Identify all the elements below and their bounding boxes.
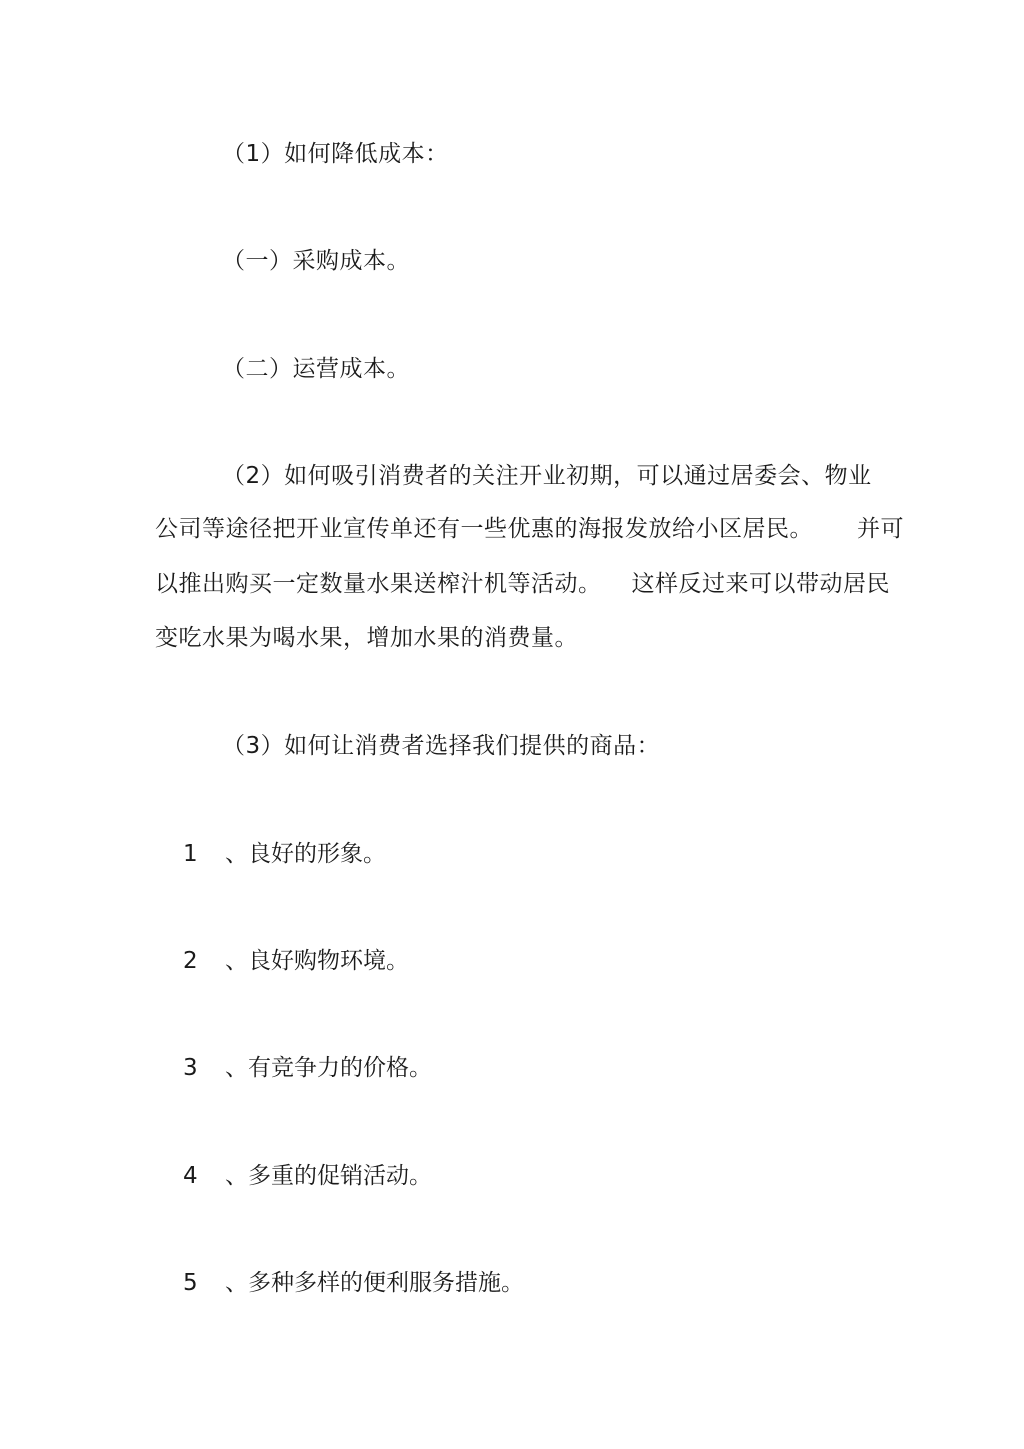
section-1-heading: （1）如何降低成本： (222, 141, 449, 167)
list-item-text: 、良好的形象。 (225, 841, 386, 867)
list-item (183, 839, 386, 869)
list-item-number: 2 (183, 948, 198, 974)
section-2-line-3-part-a: 以推出购买一定数量水果送榨汁机等活动。 (155, 571, 602, 597)
list-item (183, 946, 409, 976)
section-3-heading: （3）如何让消费者选择我们提供的商品： (222, 733, 661, 759)
section-2-paragraph-line-1: （2）如何吸引消费者的关注开业初期，可以通过居委会、物业 (222, 463, 872, 489)
list-item-number: 4 (183, 1163, 198, 1189)
list-item-text: 、多种多样的便利服务措施。 (225, 1270, 524, 1296)
list-item-text: 、多重的促销活动。 (225, 1163, 432, 1189)
section-2-paragraph-line-3 (155, 569, 890, 599)
list-item-number: 1 (183, 841, 198, 867)
section-2-line-3-part-b: 这样反过来可以带动居民 (631, 571, 890, 597)
section-2-line-2-part-a: 公司等途径把开业宣传单还有一些优惠的海报发放给小区居民。 (155, 516, 813, 542)
list-item-text: 、良好购物环境。 (225, 948, 409, 974)
list-item-number: 5 (183, 1270, 198, 1296)
section-2-paragraph-line-2 (155, 514, 904, 544)
section-1-item-purchase-cost: （一）采购成本。 (222, 248, 410, 274)
list-item (183, 1053, 432, 1083)
section-2-paragraph-line-4: 变吃水果为喝水果，增加水果的消费量。 (155, 625, 578, 651)
list-item-text: 、有竞争力的价格。 (225, 1055, 432, 1081)
list-item-number: 3 (183, 1055, 198, 1081)
list-item (183, 1268, 524, 1298)
list-item (183, 1161, 432, 1191)
section-2-line-2-part-b: 并可 (857, 516, 904, 542)
section-1-item-operating-cost: （二）运营成本。 (222, 356, 410, 382)
